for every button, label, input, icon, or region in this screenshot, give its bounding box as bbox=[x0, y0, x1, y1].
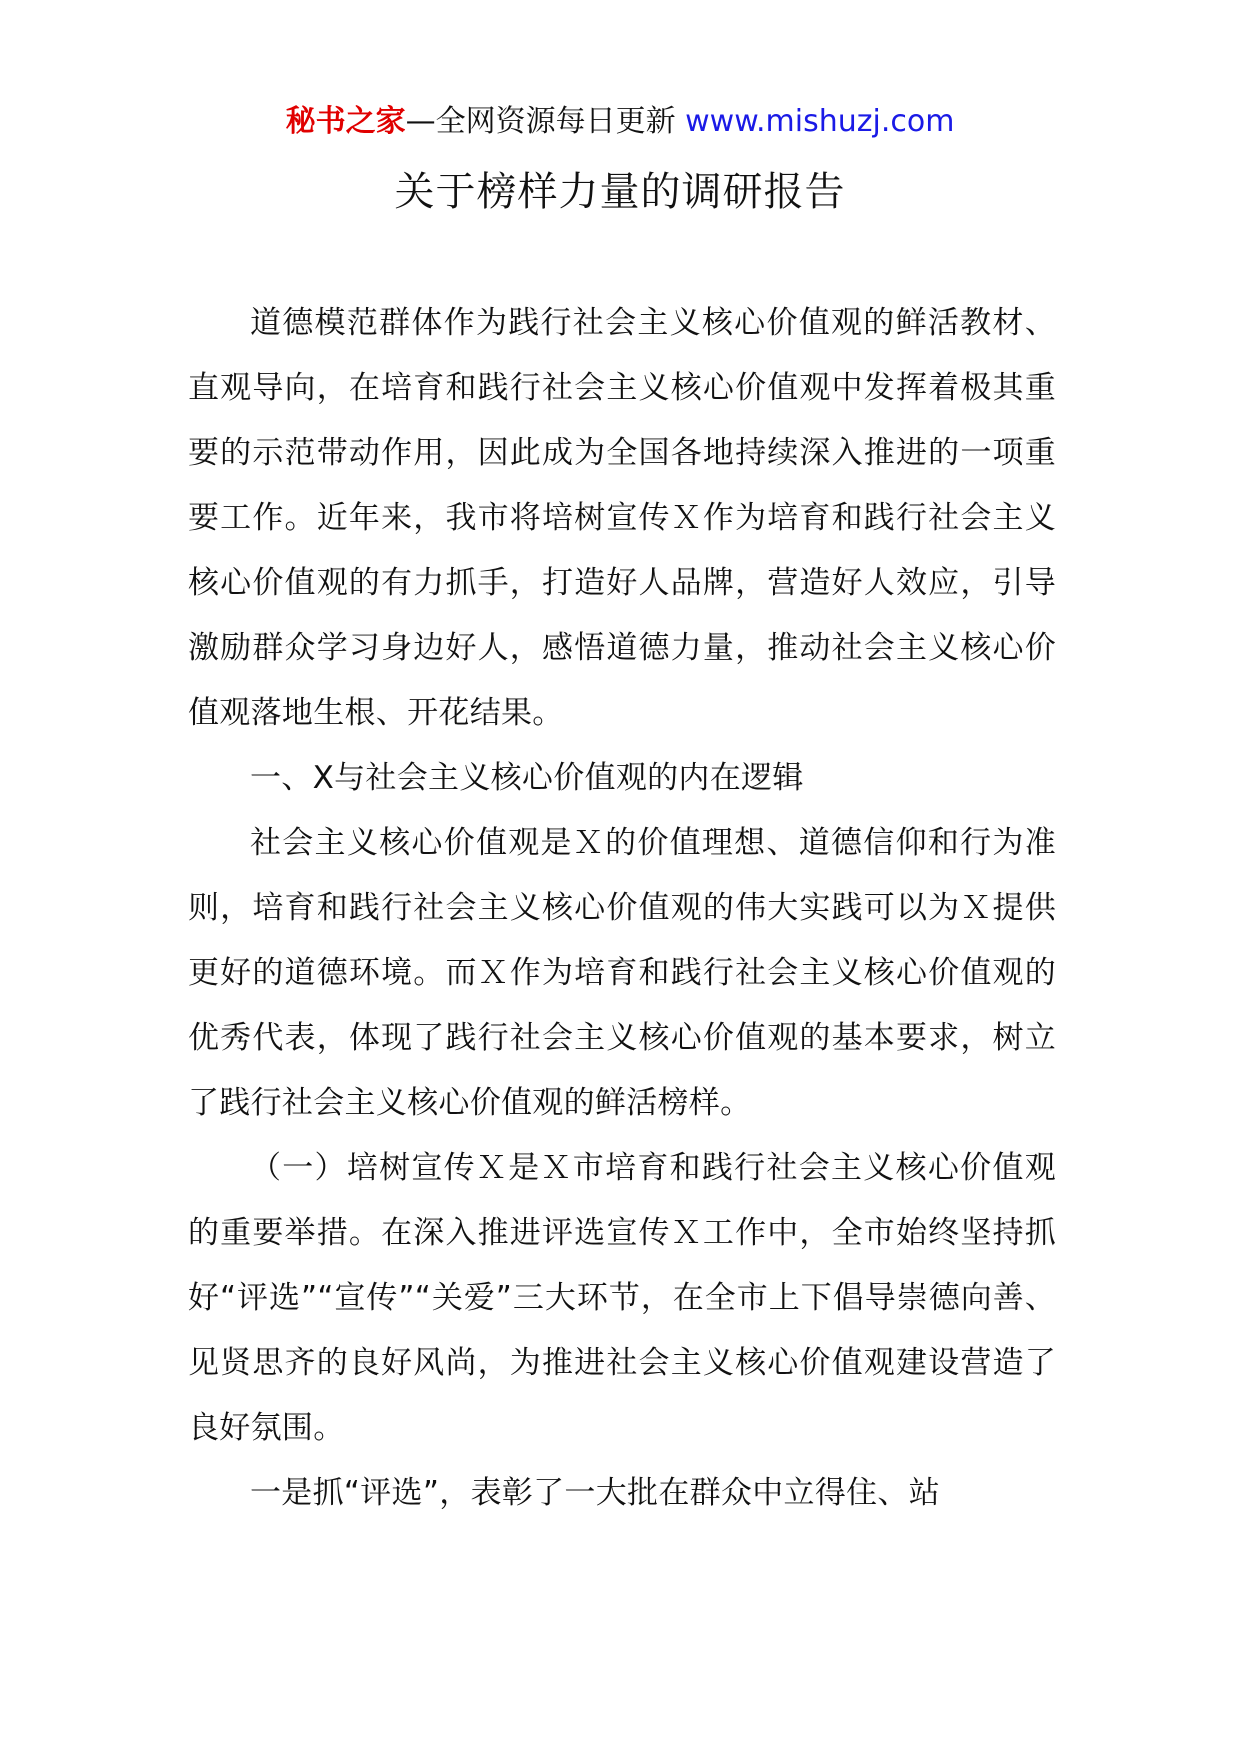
paragraph-subsection-one: （一）培树宣传Ｘ是Ｘ市培育和践行社会主义核心价值观的重要举措。在深入推进评选宣传Ｘ工作中，全市始终坚持抓好“评选”“宣传”“关爱”三大环节，在全市上下倡导崇德向善、见贤思齐的良好风尚，为推进社会主义核心价值观建设营造了良好氛围。 bbox=[188, 1150, 1056, 1446]
paragraph-section-one: 社会主义核心价值观是Ｘ的价值理想、道德信仰和行为准则，培育和践行社会主义核心价值观的伟大实践可以为Ｘ提供更好的道德环境。而Ｘ作为培育和践行社会主义核心价值观的优秀代表，体现了践行社会主义核心价值观的基本要求，树立了践行社会主义核心价值观的鲜活榜样。 bbox=[188, 825, 1056, 1121]
header-tagline: —全网资源每日更新 bbox=[405, 104, 686, 139]
section-heading: 一、X与社会主义核心价值观的内在逻辑 bbox=[250, 760, 804, 796]
paragraph-point-one: 一是抓“评选”，表彰了一大批在群众中立得住、站 bbox=[250, 1475, 941, 1511]
site-header bbox=[0, 100, 1240, 144]
document-title: 关于榜样力量的调研报告 bbox=[394, 169, 846, 215]
paragraph-intro: 道德模范群体作为践行社会主义核心价值观的鲜活教材、直观导向，在培育和践行社会主义核心价值观中发挥着极其重要的示范带动作用，因此成为全国各地持续深入推进的一项重要工作。近年来，我市将培树宣传Ｘ作为培育和践行社会主义核心价值观的有力抓手，打造好人品牌，营造好人效应，引导激励群众学习身边好人，感悟道德力量，推动社会主义核心价值观落地生根、开花结果。 bbox=[188, 305, 1056, 731]
site-url-link[interactable]: www.mishuzj.com bbox=[685, 104, 955, 139]
brand-name: 秘书之家 bbox=[285, 104, 406, 139]
document-body bbox=[188, 291, 1056, 1526]
